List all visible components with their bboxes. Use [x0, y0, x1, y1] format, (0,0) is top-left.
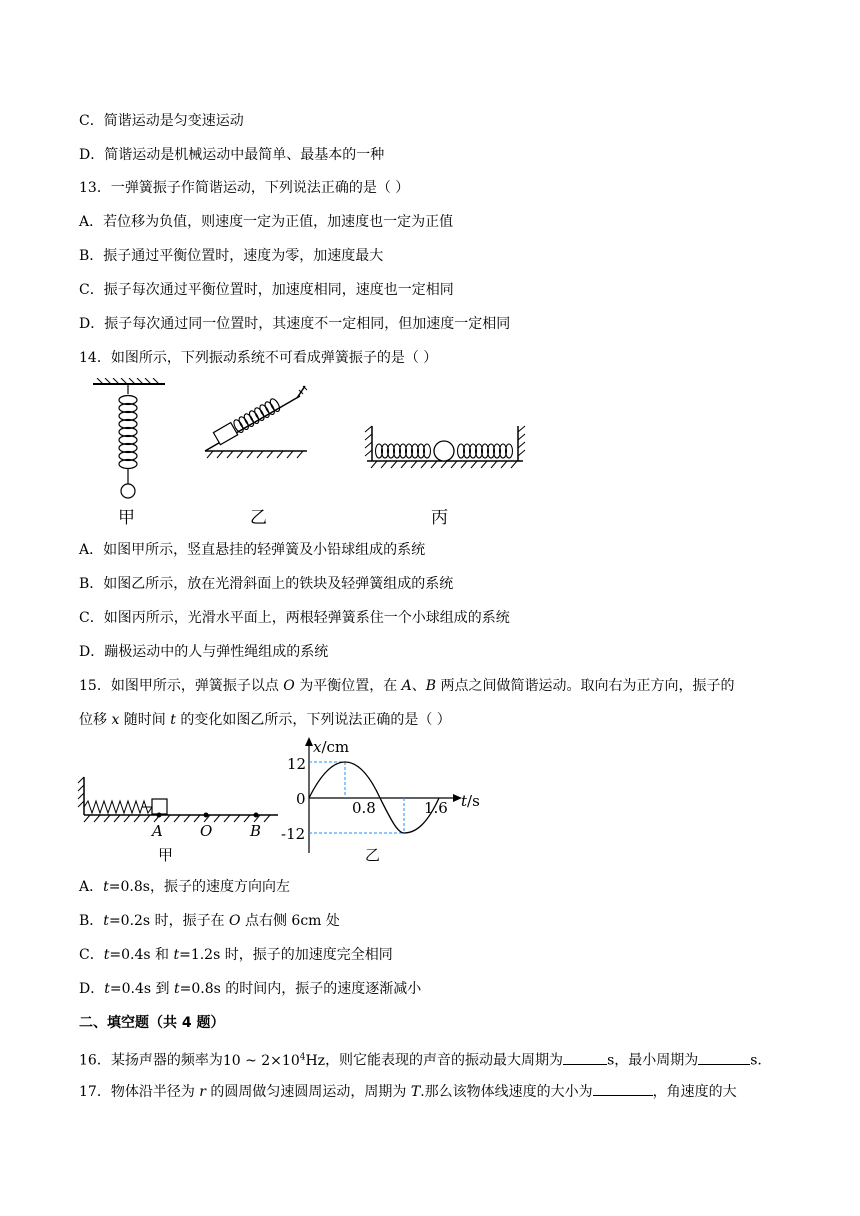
linear-speed-blank[interactable]: [593, 1081, 653, 1096]
q16-stem: 16．某扬声器的频率为10 ~ $2\times 10^4Hz$，则它能表现的声音的振动最大周期为 s，最小周期为 s.: [79, 1047, 762, 1071]
max-period-blank[interactable]: [563, 1050, 607, 1065]
q15-stem-line2: 位移 x 随时间 t 的变化如图乙所示，下列说法正确的是（ ）: [79, 712, 451, 728]
tick-0: 0: [296, 790, 306, 808]
frequency-formula: 10 ~ $2\times 10^4Hz$: [222, 1052, 326, 1069]
tick-12: 12: [287, 755, 307, 773]
q14-option-b: B．如图乙所示，放在光滑斜面上的铁块及轻弹簧组成的系统: [79, 576, 454, 592]
q12-option-d: D．简谐运动是机械运动中最简单、最基本的一种: [79, 147, 385, 163]
q15-option-b: B．t=0.2s 时，振子在 O 点右侧 6cm 处: [79, 913, 340, 929]
figure-jia-horizontal-oscillator: [78, 777, 278, 822]
figure-yi-label: 乙: [250, 508, 267, 528]
tick-neg12: -12: [281, 825, 306, 843]
axis-x-label: t/s: [461, 792, 480, 810]
q15-option-d: D．t=0.4s 到 t=0.8s 的时间内，振子的速度逐渐减小: [79, 981, 422, 997]
figure-jia-label: 甲: [118, 508, 135, 528]
q12-option-c: C．简谐运动是匀变速运动: [79, 113, 244, 129]
figure-yi-incline: [205, 386, 307, 458]
figure-bing-label: 丙: [431, 508, 448, 528]
figure-jia-vertical-spring: [93, 378, 165, 498]
q14-option-a: A．如图甲所示，竖直悬挂的轻弹簧及小铅球组成的系统: [79, 542, 426, 558]
q13-option-d: D．振子每次通过同一位置时，其速度不一定相同，但加速度一定相同: [79, 316, 511, 332]
q14-figure: [85, 378, 545, 528]
q15-figure: [70, 735, 490, 870]
figure-jia-caption: 甲: [158, 846, 174, 864]
q15-option-c: C．t=0.4s 和 t=1.2s 时，振子的加速度完全相同: [79, 947, 393, 963]
q14-option-d: D．蹦极运动中的人与弹性绳组成的系统: [79, 644, 329, 660]
q15-option-a: A．t=0.8s，振子的速度方向向左: [79, 879, 290, 895]
q14-stem: 14．如图所示，下列振动系统不可看成弹簧振子的是（ ）: [79, 350, 438, 366]
q13-stem: 13．一弹簧振子作简谐运动，下列说法正确的是（ ）: [79, 180, 410, 196]
point-b-label: B: [250, 822, 262, 840]
q13-option-a: A．若位移为负值，则速度一定为正值，加速度也一定为正值: [79, 214, 454, 230]
axis-y-label: x/cm: [313, 738, 350, 756]
figure-yi-caption: 乙: [365, 846, 381, 864]
q15-stem-line1: 15．如图甲所示，弹簧振子以点 O 为平衡位置，在 A、B 两点之间做简谐运动。取向右为正方向，振子的: [79, 678, 735, 694]
min-period-blank[interactable]: [698, 1050, 750, 1065]
q14-option-c: C．如图丙所示，光滑水平面上，两根轻弹簧系住一个小球组成的系统: [79, 610, 510, 626]
section-heading: 二、填空题（共 4 题）: [79, 1015, 225, 1031]
q13-option-c: C．振子每次通过平衡位置时，加速度相同，速度也一定相同: [79, 282, 454, 298]
q17-stem: 17．物体沿半径为 r 的圆周做匀速圆周运动，周期为 T.那么该物体线速度的大小为 ，角速度的大: [79, 1081, 737, 1102]
q13-option-b: B．振子通过平衡位置时，速度为零，加速度最大: [79, 248, 384, 264]
tick-0-8: 0.8: [352, 799, 376, 817]
point-a-label: A: [152, 822, 163, 840]
figure-bing-horizontal-springs: [365, 426, 525, 468]
point-o-label: O: [200, 822, 213, 840]
tick-1-6: 1.6: [424, 799, 448, 817]
